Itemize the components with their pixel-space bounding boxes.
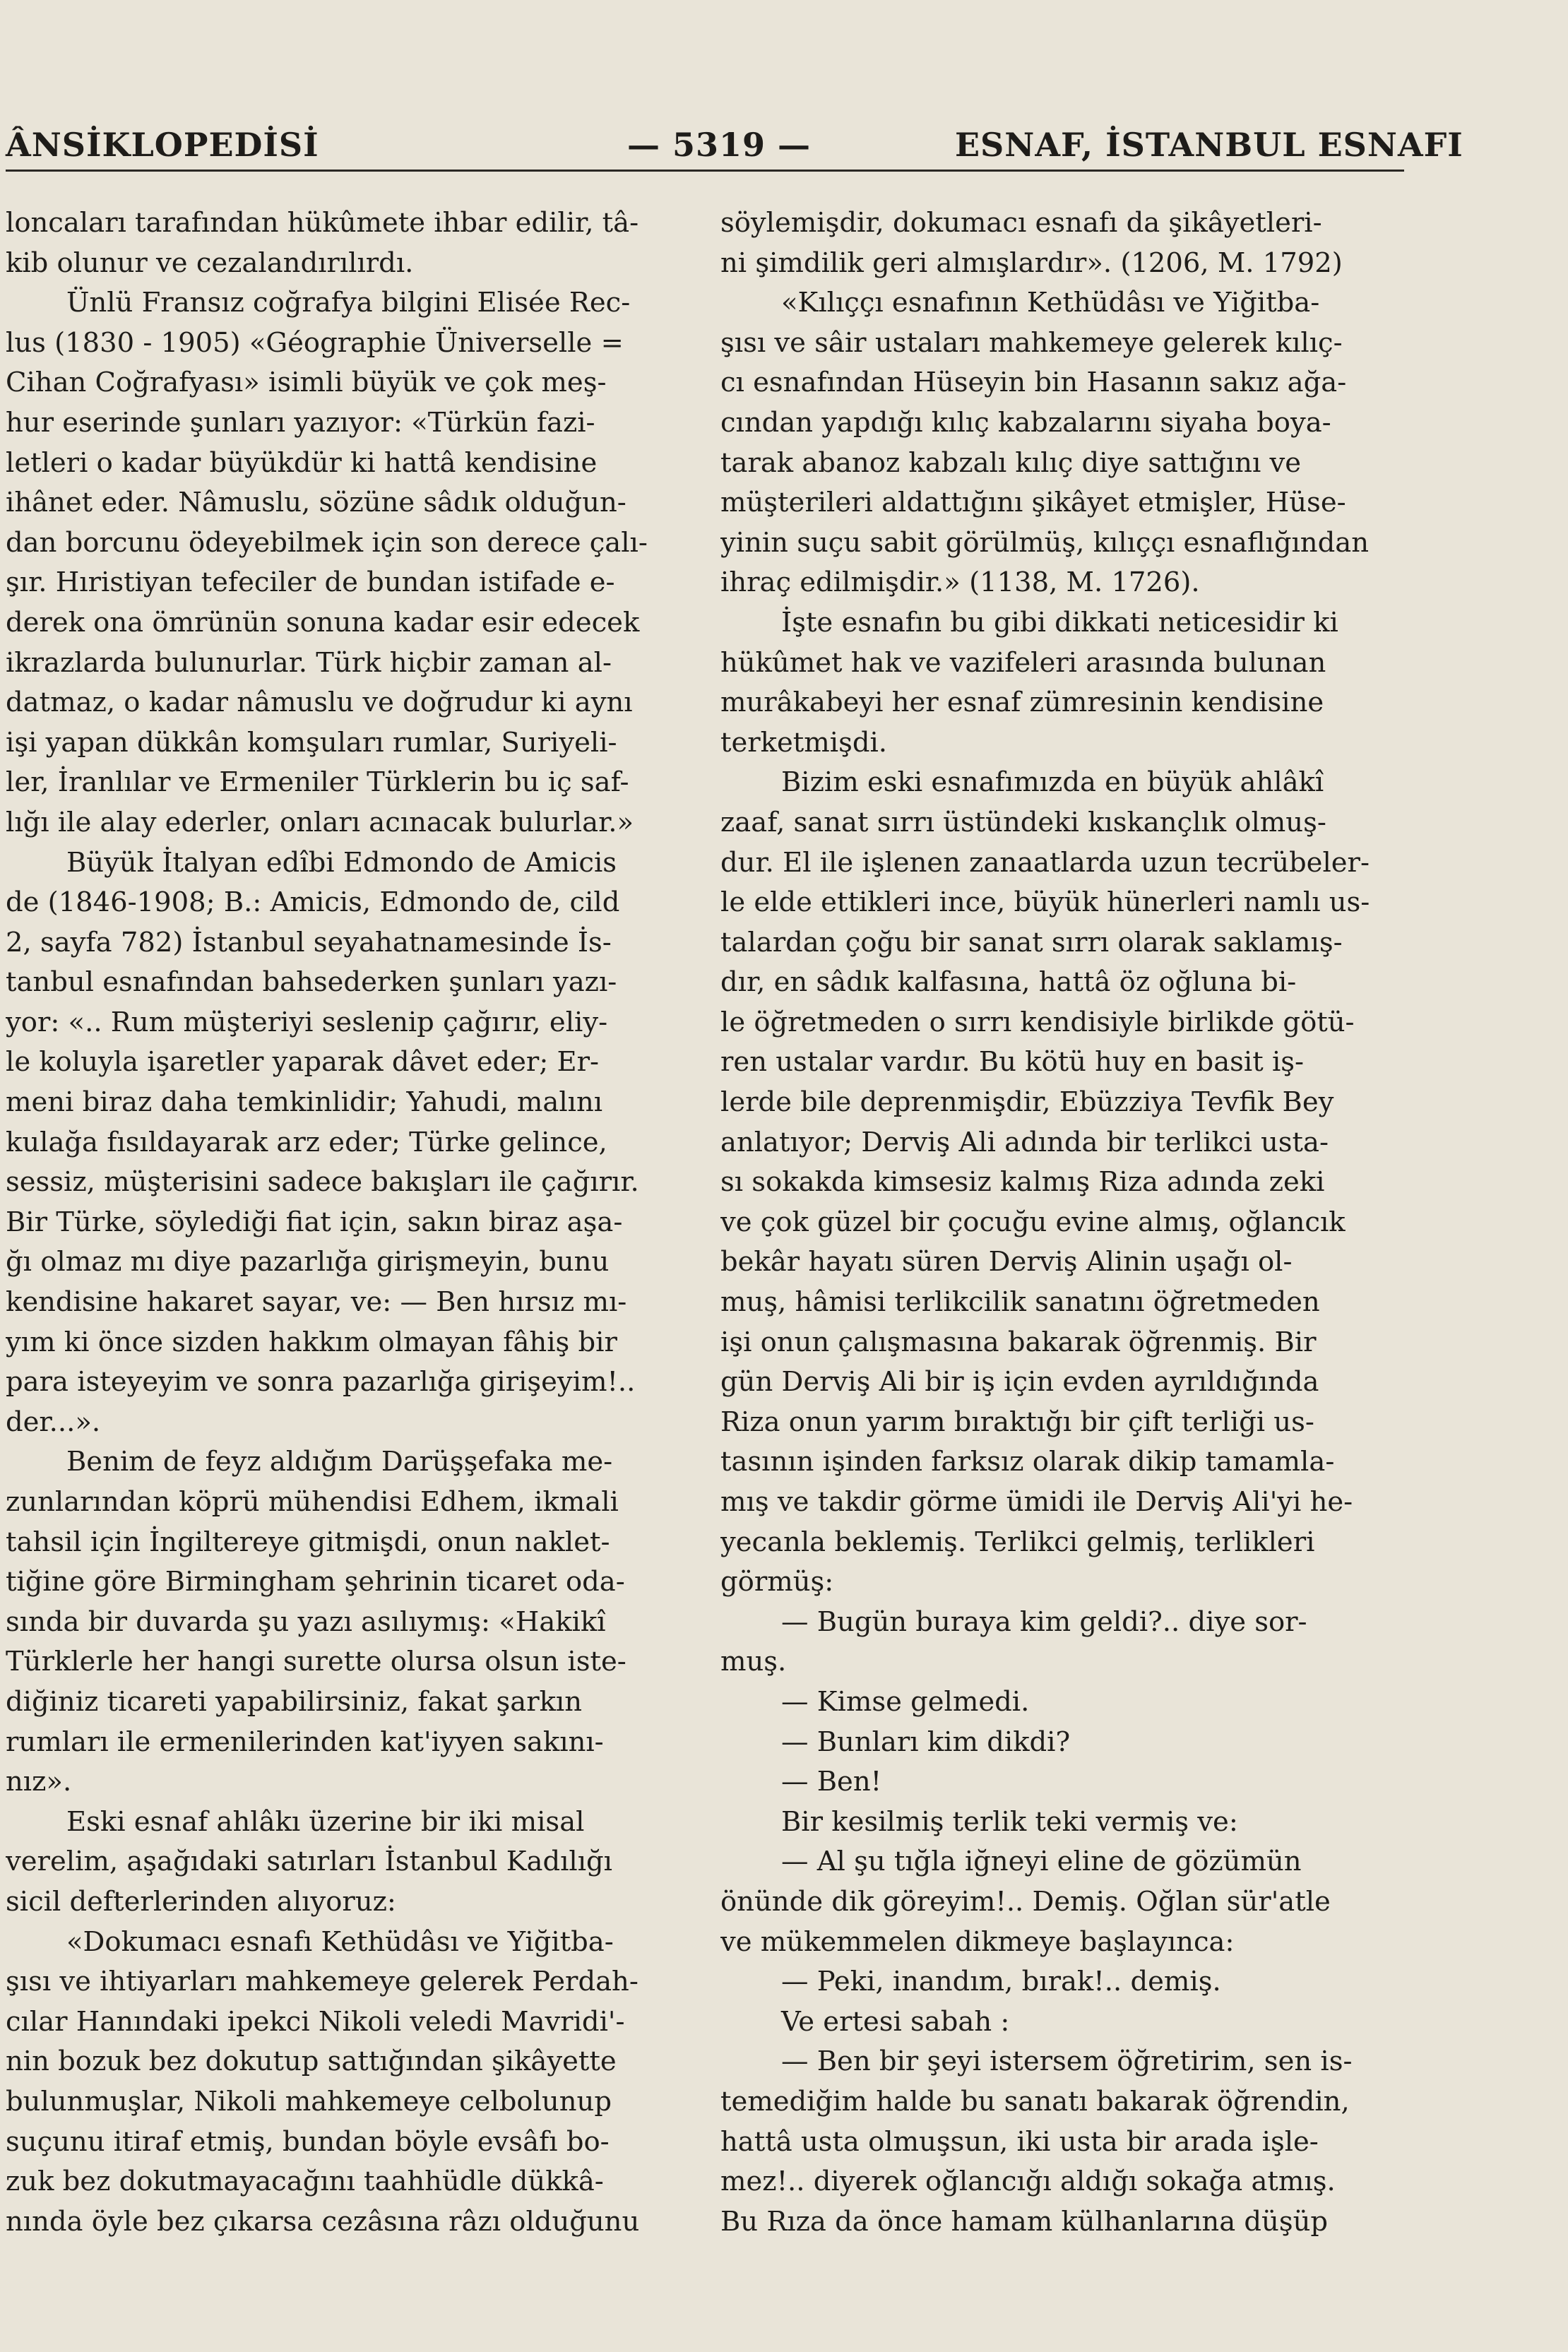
text-line: müşterileri aldattığını şikâyet etmişler, Hüse- — [720, 487, 1346, 519]
text-line: Benim de feyz aldığım Darüşşefaka me- — [66, 1446, 613, 1478]
text-line: ğı olmaz mı diye pazarlığa girişmeyin, bunu — [6, 1246, 610, 1278]
text-line: ler, İranlılar ve Ermeniler Türklerin bu iç saf- — [6, 766, 629, 799]
text-line: dan borcunu ödeyebilmek için son derece çalı- — [6, 526, 648, 559]
page-header — [6, 126, 1463, 168]
text-line: «Dokumacı esnafı Kethüdâsı ve Yiğitba- — [66, 1925, 614, 1958]
text-line: tarak abanoz kabzalı kılıç diye sattığını ve — [720, 446, 1302, 479]
text-line: Bir kesilmiş terlik teki vermiş ve: — [781, 1805, 1238, 1838]
text-line: Cihan Coğrafyası» isimli büyük ve çok meş- — [6, 367, 607, 399]
text-line: İşte esnafın bu gibi dikkati neticesidir ki — [781, 606, 1338, 639]
text-line: nız». — [6, 1766, 72, 1798]
text-line: ni şimdilik geri almışlardır». (1206, M. 1792) — [720, 247, 1343, 279]
text-line: — Peki, inandım, bırak!.. demiş. — [781, 1966, 1221, 1998]
text-line: de (1846-1908; B.: Amicis, Edmondo de, cild — [6, 886, 620, 919]
text-line: le elde ettikleri ince, büyük hünerleri namlı us- — [720, 886, 1370, 919]
text-line: Ünlü Fransız coğrafya bilgini Elisée Rec- — [66, 287, 631, 319]
text-line: sicil defterlerinden alıyoruz: — [6, 1885, 396, 1918]
text-line: lus (1830 - 1905) «Géographie Üniverselle = — [6, 326, 624, 359]
text-line: le koluyla işaretler yaparak dâvet eder; Er- — [6, 1046, 600, 1079]
text-line: hükûmet hak ve vazifeleri arasında bulunan — [720, 646, 1326, 679]
text-line: tahsil için İngiltereye gitmişdi, onun naklet- — [6, 1526, 610, 1558]
text-line: gün Derviş Ali bir iş için evden ayrıldığında — [720, 1366, 1319, 1398]
text-line: işi onun çalışmasına bakarak öğrenmiş. Bir — [720, 1326, 1317, 1358]
article-title: ESNAF, İSTANBUL ESNAFI — [955, 126, 1463, 164]
text-line: loncaları tarafından hükûmete ihbar edilir, tâ- — [6, 207, 639, 239]
text-line: lığı ile alay ederler, onları acınacak bulurlar.» — [6, 806, 634, 838]
text-line: murâkabeyi her esnaf zümresinin kendisine — [720, 687, 1324, 719]
text-line: letleri o kadar büyükdür ki hattâ kendisine — [6, 446, 598, 479]
text-line: — Ben! — [781, 1766, 882, 1798]
text-line: meni biraz daha temkinlidir; Yahudi, malını — [6, 1086, 603, 1119]
text-line: terketmişdi. — [720, 726, 888, 759]
text-line: hur eserinde şunları yazıyor: «Türkün fazi- — [6, 406, 595, 439]
text-line: şır. Hıristiyan tefeciler de bundan istifade e- — [6, 566, 615, 599]
encyclopedia-title: ÂNSİKLOPEDİSİ — [6, 126, 319, 164]
text-line: datmaz, o kadar nâmuslu ve doğrudur ki aynı — [6, 687, 633, 719]
text-line: yinin suçu sabit görülmüş, kılıççı esnaflığından — [720, 526, 1369, 559]
text-line: sı sokakda kimsesiz kalmış Riza adında zeki — [720, 1166, 1325, 1199]
text-line: ihânet eder. Nâmuslu, sözüne sâdık olduğun- — [6, 487, 626, 519]
text-line: Türklerle her hangi surette olursa olsun iste- — [6, 1646, 626, 1678]
text-line: talardan çoğu bir sanat sırrı olarak saklamış- — [720, 926, 1343, 958]
text-line: nin bozuk bez dokutup sattığından şikâyette — [6, 2045, 617, 2078]
text-line: söylemişdir, dokumacı esnafı da şikâyetleri- — [720, 207, 1322, 239]
text-line: bekâr hayatı süren Derviş Alinin uşağı ol- — [720, 1246, 1293, 1278]
text-line: ren ustalar vardır. Bu kötü huy en basit iş- — [720, 1046, 1305, 1079]
text-line: — Al şu tığla iğneyi eline de gözümün — [781, 1846, 1302, 1878]
text-line: yor: «.. Rum müşteriyi seslenip çağırır, eliy- — [6, 1006, 608, 1038]
text-line: kulağa fısıldayarak arz eder; Türke gelince, — [6, 1126, 607, 1158]
text-line: ve çok güzel bir çocuğu evine almış, oğlancık — [720, 1206, 1346, 1238]
text-line: Bu Rıza da önce hamam külhanlarına düşüp — [720, 2205, 1329, 2238]
text-line: zuk bez dokutmayacağını taahhüdle dükkâ- — [6, 2166, 604, 2198]
text-line: muş, hâmisi terlikcilik sanatını öğretmeden — [720, 1286, 1320, 1319]
text-line: tiğine göre Birmingham şehrinin ticaret oda- — [6, 1566, 625, 1598]
text-line: cılar Hanındaki ipekci Nikoli veledi Mavridi'- — [6, 2005, 625, 2038]
text-line: görmüş: — [720, 1566, 834, 1598]
text-line: cı esnafından Hüseyin bin Hasanın sakız ağa- — [720, 367, 1347, 399]
text-line: ihraç edilmişdir.» (1138, M. 1726). — [720, 566, 1200, 599]
left-text-column — [6, 203, 677, 2242]
text-line: suçunu itiraf etmiş, bundan böyle evsâfı bo- — [6, 2125, 610, 2158]
text-line: mez!.. diyerek oğlancığı aldığı sokağa atmış. — [720, 2166, 1336, 2198]
text-line: — Bunları kim dikdi? — [781, 1726, 1071, 1758]
text-line: işi yapan dükkân komşuları rumlar, Suriyeli- — [6, 726, 617, 759]
text-line: verelim, aşağıdaki satırları İstanbul Kadılığı — [6, 1846, 612, 1878]
text-line: 2, sayfa 782) İstanbul seyahatnamesinde İs- — [6, 926, 612, 958]
text-line: Ve ertesi sabah : — [781, 2005, 1010, 2038]
text-line: hattâ usta olmuşsun, iki usta bir arada işle- — [720, 2125, 1319, 2158]
text-line: diğiniz ticareti yapabilirsiniz, fakat şarkın — [6, 1685, 583, 1718]
text-line: kib olunur ve cezalandırılırdı. — [6, 247, 414, 279]
text-line: tasının işinden farksız olarak dikip tamamla- — [720, 1446, 1335, 1478]
text-line: bulunmuşlar, Nikoli mahkemeye celbolunup — [6, 2085, 612, 2118]
text-line: önünde dik göreyim!.. Demiş. Oğlan sür'atle — [720, 1885, 1331, 1918]
text-line: kendisine hakaret sayar, ve: — Ben hırsız mı- — [6, 1286, 627, 1319]
page-number: — 5319 — — [627, 126, 812, 164]
header-divider — [6, 170, 1404, 172]
text-line: anlatıyor; Derviş Ali adında bir terlikci usta- — [720, 1126, 1329, 1158]
text-line: mış ve takdir görme ümidi ile Derviş Ali'yi he- — [720, 1486, 1353, 1518]
text-line: Büyük İtalyan edîbi Edmondo de Amicis — [66, 846, 617, 879]
text-line: dır, en sâdık kalfasına, hattâ öz oğluna bi- — [720, 966, 1297, 999]
text-line: para isteyeyim ve sonra pazarlığa girişeyim!.. — [6, 1366, 636, 1398]
text-line: nında öyle bez çıkarsa cezâsına râzı olduğunu — [6, 2205, 640, 2238]
text-line: Riza onun yarım bıraktığı bir çift terliği us- — [720, 1406, 1314, 1438]
text-line: zunlarından köprü mühendisi Edhem, ikmali — [6, 1486, 619, 1518]
text-line: Bizim eski esnafımızda en büyük ahlâkî — [781, 766, 1324, 799]
text-line: temediğim halde bu sanatı bakarak öğrendin, — [720, 2085, 1350, 2118]
text-line: ve mükemmelen dikmeye başlayınca: — [720, 1925, 1235, 1958]
text-line: derek ona ömrünün sonuna kadar esir edecek — [6, 606, 640, 639]
text-line: yecanla beklemiş. Terlikci gelmiş, terlikleri — [720, 1526, 1315, 1558]
text-line: muş. — [720, 1646, 787, 1678]
text-line: cından yapdığı kılıç kabzalarını siyaha boya- — [720, 406, 1331, 439]
text-line: Bir Türke, söylediği fiat için, sakın biraz aşa- — [6, 1206, 623, 1238]
text-line: şısı ve sâir ustaları mahkemeye gelerek kılıç- — [720, 326, 1343, 359]
text-line: şısı ve ihtiyarları mahkemeye gelerek Perdah- — [6, 1966, 639, 1998]
text-line: rumları ile ermenilerinden kat'iyyen sakını- — [6, 1726, 604, 1758]
text-line: yım ki önce sizden hakkım olmayan fâhiş bir — [6, 1326, 617, 1358]
text-line: der...». — [6, 1406, 101, 1438]
text-line: — Ben bir şeyi istersem öğretirim, sen is- — [781, 2045, 1353, 2078]
text-line: lerde bile deprenmişdir, Ebüzziya Tevfik Bey — [720, 1086, 1334, 1119]
text-line: «Kılıççı esnafının Kethüdâsı ve Yiğitba- — [781, 287, 1320, 319]
text-line: sında bir duvarda şu yazı asılıymış: «Hakikî — [6, 1605, 606, 1638]
text-line: zaaf, sanat sırrı üstündeki kıskançlık olmuş- — [720, 806, 1326, 838]
text-line: ikrazlarda bulunurlar. Türk hiçbir zaman al- — [6, 646, 612, 679]
text-line: tanbul esnafından bahsederken şunları yazı- — [6, 966, 617, 999]
text-line: — Kimse gelmedi. — [781, 1685, 1030, 1718]
text-line: Eski esnaf ahlâkı üzerine bir iki misal — [66, 1805, 585, 1838]
text-line: dur. El ile işlenen zanaatlarda uzun tecrübeler- — [720, 846, 1370, 879]
text-line: le öğretmeden o sırrı kendisiyle birlikde götü- — [720, 1006, 1355, 1038]
text-line: — Bugün buraya kim geldi?.. diye sor- — [781, 1605, 1307, 1638]
right-text-column — [720, 203, 1391, 2242]
text-line: sessiz, müşterisini sadece bakışları ile çağırır. — [6, 1166, 639, 1199]
